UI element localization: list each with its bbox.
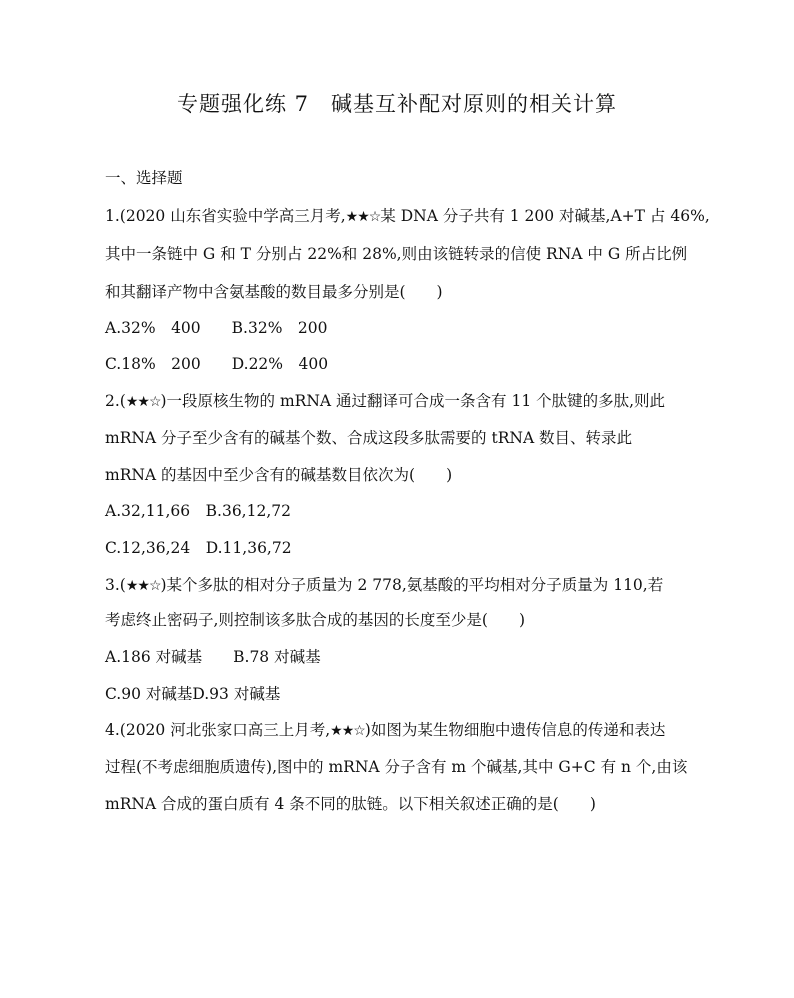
question-1-options-2: C.18% 200 D.22% 400 (105, 355, 329, 373)
question-3-line-1-prefix: 3.( (105, 576, 126, 594)
page-title: 专题强化练 7 碱基互补配对原则的相关计算 (176, 92, 618, 116)
question-1-line-1-prefix: 1.(2020 山东省实验中学高三月考, (105, 207, 346, 225)
question-1-line-2: 其中一条链中 G 和 T 分别占 22%和 28%,则由该链转录的信使 RNA 中 G 所占比例 (105, 245, 688, 263)
question-1-line-3: 和其翻译产物中含氨基酸的数目最多分别是( ) (105, 283, 443, 301)
question-2-line-3: mRNA 的基因中至少含有的碱基数目依次为( ) (105, 466, 453, 484)
question-1-line-1-suffix: 某 DNA 分子共有 1 200 对碱基,A+T 占 46%, (380, 207, 710, 225)
difficulty-stars-icon: ★★☆ (345, 209, 381, 225)
question-1-line-1 (105, 204, 710, 226)
question-1-options-1: A.32% 400 B.32% 200 (105, 319, 328, 337)
question-3-line-2: 考虑终止密码子,则控制该多肽合成的基因的长度至少是( ) (105, 611, 526, 629)
difficulty-stars-icon: ★★☆ (125, 578, 161, 594)
question-3-options-1: A.186 对碱基 B.78 对碱基 (105, 648, 321, 666)
difficulty-stars-icon: ★★☆ (330, 723, 365, 739)
section-heading: 一、选择题 (105, 169, 183, 187)
question-2-line-1-suffix: )一段原核生物的 mRNA 通过翻译可合成一条含有 11 个肽键的多肽,则此 (160, 392, 666, 410)
question-4-line-3: mRNA 合成的蛋白质有 4 条不同的肽链。以下相关叙述正确的是( ) (105, 795, 596, 813)
question-4-line-1-prefix: 4.(2020 河北张家口高三上月考, (105, 721, 331, 739)
question-2-line-1 (105, 389, 665, 411)
question-2-options-1: A.32,11,66 B.36,12,72 (105, 502, 291, 520)
difficulty-stars-icon: ★★☆ (125, 394, 161, 410)
question-4-line-1 (105, 718, 665, 740)
question-3-line-1 (105, 573, 663, 595)
question-2-line-2: mRNA 分子至少含有的碱基个数、合成这段多肽需要的 tRNA 数目、转录此 (105, 429, 633, 447)
question-4-line-1-suffix: )如图为某生物细胞中遗传信息的传递和表达 (364, 721, 666, 739)
question-2-line-1-prefix: 2.( (105, 392, 126, 410)
question-3-options-2: C.90 对碱基D.93 对碱基 (105, 685, 281, 703)
question-2-options-2: C.12,36,24 D.11,36,72 (105, 539, 292, 557)
question-3-line-1-suffix: )某个多肽的相对分子质量为 2 778,氨基酸的平均相对分子质量为 110,若 (160, 576, 664, 594)
question-4-line-2: 过程(不考虑细胞质遗传),图中的 mRNA 分子含有 m 个碱基,其中 G+C 有 n 个,由该 (105, 758, 688, 776)
